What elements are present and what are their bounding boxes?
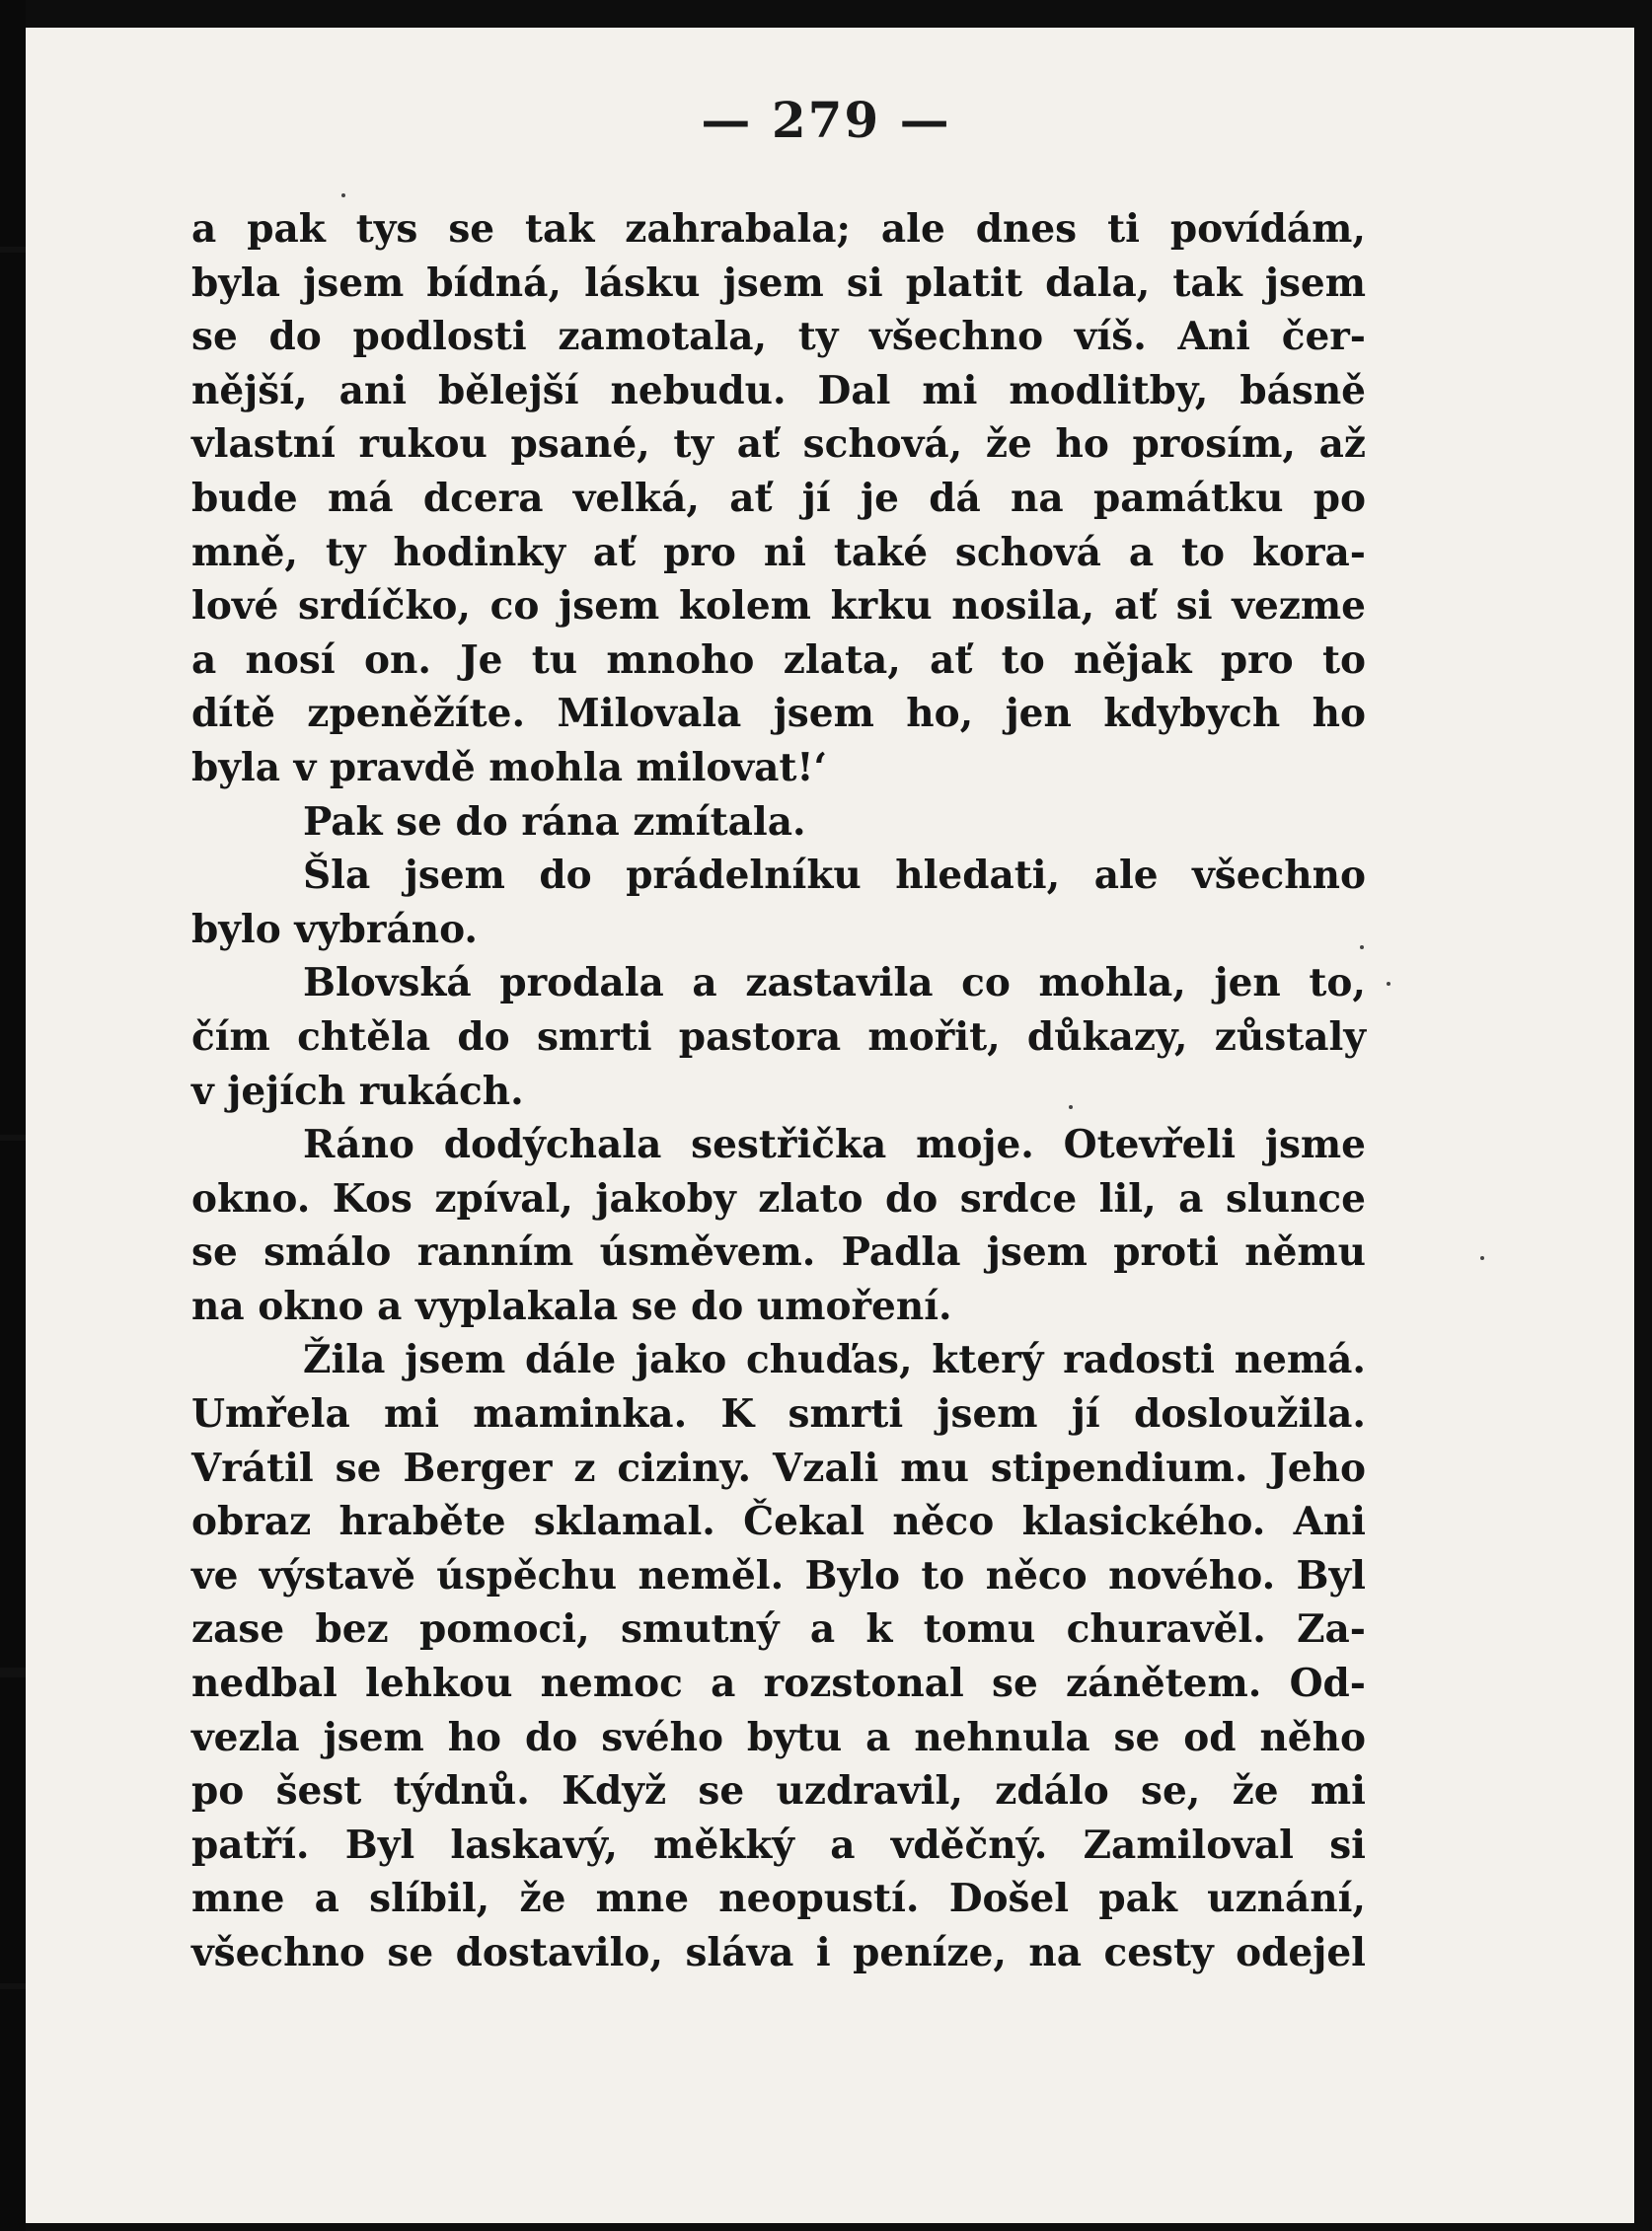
text-line: byla jsem bídná, lásku jsem si platit dala, tak jsem: [191, 260, 1366, 306]
text-line: Ráno dodýchala sestřička moje. Otevřeli jsme: [303, 1122, 1366, 1168]
text-line: Vrátil se Berger z ciziny. Vzali mu stipendium. Jeho: [191, 1445, 1366, 1491]
text-line: po šest týdnů. Když se uzdravil, zdálo se, že mi: [191, 1768, 1366, 1815]
print-speck: [341, 193, 345, 197]
text-line: čím chtěla do smrti pastora mořit, důkazy, zůstaly: [191, 1013, 1366, 1060]
text-line: vezla jsem ho do svého bytu a nehnula se od něho: [191, 1714, 1366, 1760]
text-line: zase bez pomoci, smutný a k tomu churavěl. Za-: [191, 1606, 1366, 1653]
text-line: všechno se dostavilo, sláva i peníze, na cesty odejel: [191, 1930, 1366, 1975]
text-line: se smálo ranním úsměvem. Padla jsem proti němu: [191, 1229, 1366, 1276]
text-line: byla v pravdě mohla milovat!‘: [191, 744, 828, 790]
print-speck: [1480, 1256, 1484, 1260]
text-line: patří. Byl laskavý, měkký a vděčný. Zamiloval si: [191, 1822, 1366, 1868]
text-line: mně, ty hodinky ať pro ni také schová a to kora-: [191, 529, 1366, 575]
text-line: okno. Kos zpíval, jakoby zlato do srdce lil, a slunce: [191, 1175, 1366, 1222]
text-line: Blovská prodala a zastavila co mohla, jen to,: [303, 960, 1366, 1006]
text-line: bude má dcera velká, ať jí je dá na památku po: [191, 475, 1366, 521]
body-text: [191, 202, 1366, 1980]
text-line: lové srdíčko, co jsem kolem krku nosila, ať si vezme: [191, 583, 1366, 630]
text-line: dítě zpeněžíte. Milovala jsem ho, jen kdybych ho: [191, 691, 1366, 737]
text-line: a nosí on. Je tu mnoho zlata, ať to nějak pro to: [191, 636, 1366, 683]
page-number: — 279 —: [701, 91, 951, 149]
text-line: vlastní rukou psané, ty ať schová, že ho prosím, až: [191, 421, 1366, 468]
print-speck: [1387, 982, 1390, 986]
text-line: v jejích rukách.: [191, 1068, 524, 1114]
text-line: Žila jsem dále jako chuďas, který radosti nemá.: [303, 1337, 1366, 1383]
text-line: bylo vybráno.: [191, 906, 479, 952]
text-line: nější, ani bělejší nebudu. Dal mi modlitby, básně: [191, 367, 1366, 413]
text-line: nedbal lehkou nemoc a rozstonal se zánětem. Od-: [191, 1661, 1366, 1707]
text-line: na okno a vyplakala se do umoření.: [191, 1283, 952, 1329]
text-line: mne a slíbil, že mne neopustí. Došel pak uznání,: [191, 1876, 1366, 1922]
text-line: Šla jsem do prádelníku hledati, ale všechno: [303, 853, 1366, 899]
text-line: Umřela mi maminka. K smrti jsem jí dosloužila.: [191, 1391, 1366, 1438]
text-line: ve výstavě úspěchu neměl. Bylo to něco nového. Byl: [191, 1552, 1366, 1599]
text-line: a pak tys se tak zahrabala; ale dnes ti povídám,: [191, 206, 1366, 252]
text-line: se do podlosti zamotala, ty všechno víš. Ani čer-: [191, 314, 1366, 360]
text-line: obraz hraběte sklamal. Čekal něco klasického. Ani: [191, 1499, 1366, 1545]
book-spine-edge: [0, 0, 26, 2231]
text-line: Pak se do rána zmítala.: [303, 798, 806, 845]
